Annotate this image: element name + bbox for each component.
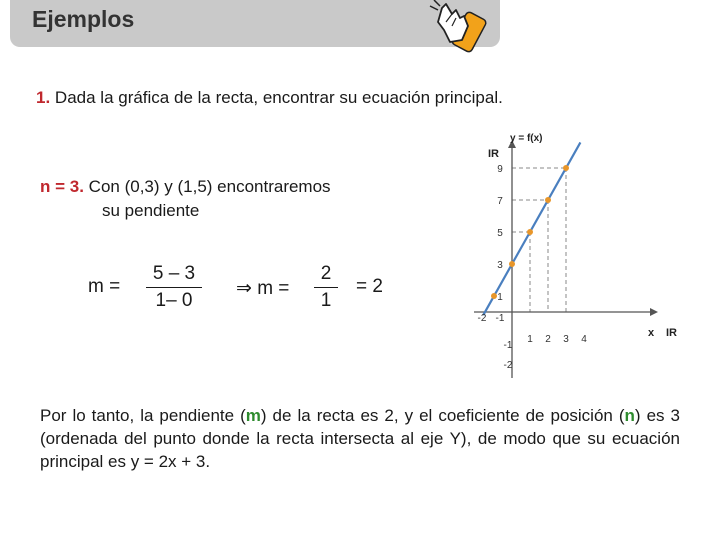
x-axis-label: x [648,327,655,339]
intercept-line2: su pendiente [102,201,200,220]
conclusion-part1: Por lo tanto, la pendiente ( [40,406,246,425]
x-tick-label: 3 [563,334,569,345]
formula2-numerator: 2 [320,263,332,284]
function-label: y = f(x) [510,133,543,144]
y-tick-label: 1 [497,292,503,303]
y-tick-label: 9 [497,164,503,175]
x-set-label: IR [666,327,677,339]
x-axis-arrow [650,308,658,316]
formula1-numerator: 5 – 3 [152,263,196,284]
y-tick-label: -2 [503,360,513,371]
data-point [545,197,551,203]
formula2-denominator: 1 [320,290,332,311]
page-title: Ejemplos [32,6,135,32]
data-point [509,261,515,267]
intercept-symbol: n [624,406,635,425]
formula1-lhs: m = [88,276,121,297]
intercept-statement [40,175,331,223]
problem-number: 1. [36,88,51,107]
x-tick-label: -1 [495,313,505,324]
y-tick-label: 3 [497,260,503,271]
x-tick-label: 2 [545,334,551,345]
conclusion-part3: ) es 3 (ordenada del punto donde la recta intersecta al eje Y), de modo que su ecuación principal es y = 2x + 3. [40,406,680,471]
intercept-line1: Con (0,3) y (1,5) encontraremos [88,177,331,196]
problem-statement [36,88,503,108]
formula1-fraction [146,263,202,312]
conclusion-part2: ) de la recta es 2, y el coeficiente de posición ( [260,406,625,425]
data-point [491,293,497,299]
problem-text: Dada la gráfica de la recta, encontrar su ecuación principal. [54,88,503,107]
formula2-result: = 2 [356,276,383,297]
conclusion-paragraph [40,404,680,473]
x-tick-label: -2 [477,313,487,324]
x-tick-label: 4 [581,334,587,345]
slope-symbol: m [245,406,261,425]
formula2-lhs: ⇒ m = [236,278,290,299]
x-tick-label: 1 [527,334,533,345]
intercept-label: n = 3. [40,177,84,196]
y-tick-label: 7 [497,196,503,207]
y-tick-label: 5 [497,228,503,239]
y-set-label: IR [488,148,499,160]
y-tick-label: -1 [503,340,513,351]
formula1-denominator: 1– 0 [155,290,193,311]
data-point [563,165,569,171]
line-graph [470,128,690,382]
hand-pointer-icon [428,0,500,58]
data-point [527,229,533,235]
formula2-fraction [314,263,338,312]
